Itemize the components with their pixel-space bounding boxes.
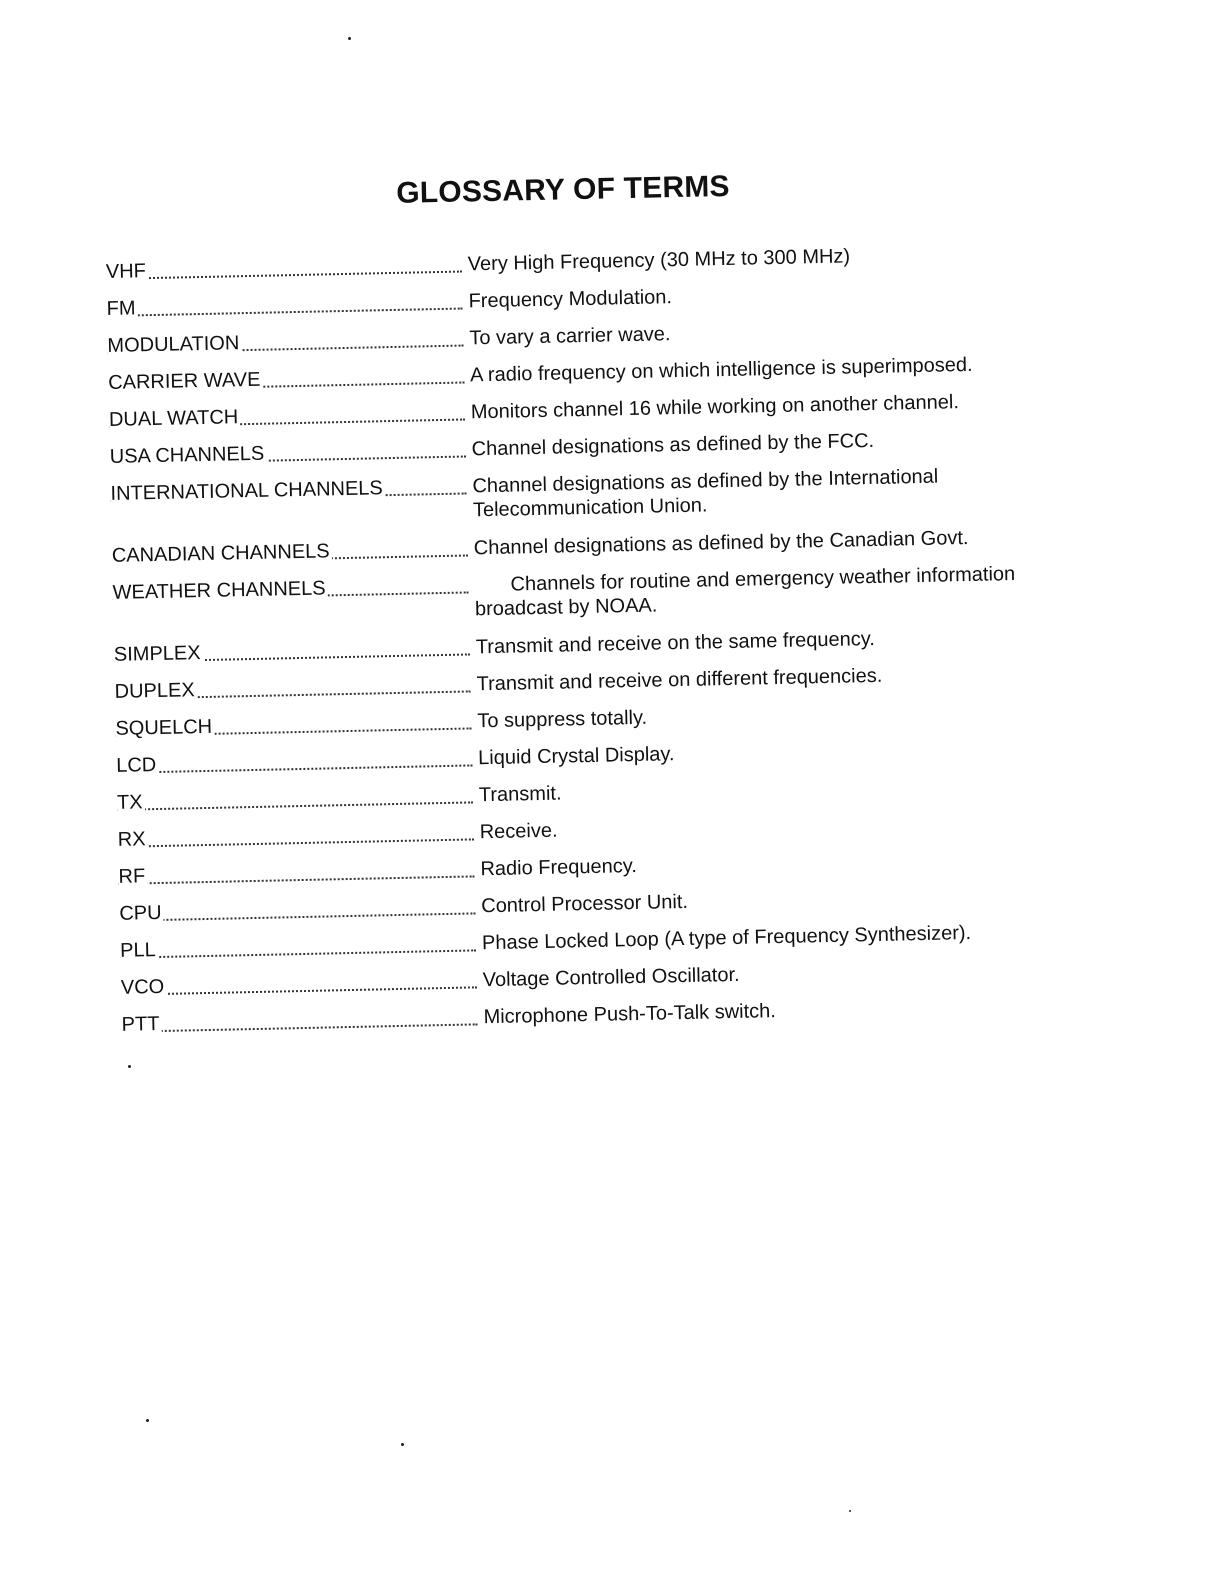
- term-label: CANADIAN CHANNELS: [111, 540, 330, 567]
- page-title: GLOSSARY OF TERMS: [395, 169, 731, 210]
- glossary-definition: Receive.: [479, 819, 558, 844]
- glossary-definition: Channel designations as defined by the International Telecommunication Union.: [472, 465, 939, 522]
- glossary-definition: Transmit.: [478, 782, 562, 807]
- dot-leader: [106, 271, 462, 280]
- dot-leader: [107, 308, 463, 317]
- glossary-definition: Transmit and receive on the same frequency.: [475, 627, 876, 659]
- glossary-definition: Transmit and receive on different frequencies.: [476, 664, 883, 696]
- glossary-definition: To suppress totally.: [477, 706, 648, 733]
- term-label: SQUELCH: [115, 715, 213, 740]
- glossary-list: [106, 241, 1052, 1050]
- term-label: RF: [118, 865, 146, 888]
- term-label: USA CHANNELS: [109, 442, 265, 468]
- dot-leader: [119, 875, 475, 884]
- term-label: WEATHER CHANNELS: [112, 577, 326, 604]
- glossary-definition: Microphone Push-To-Talk switch.: [483, 1000, 777, 1029]
- term-label: VHF: [105, 260, 147, 283]
- dot-leader: [121, 986, 477, 995]
- scan-speck: [401, 1443, 404, 1446]
- glossary-definition: To vary a carrier wave.: [469, 323, 671, 350]
- term-label: MODULATION: [107, 332, 240, 357]
- glossary-definition: Monitors channel 16 while working on another channel.: [470, 391, 960, 424]
- dot-leader: [120, 949, 476, 958]
- glossary-term: [106, 252, 466, 284]
- glossary-definition: Channel designations as defined by the FCC.: [471, 429, 875, 461]
- glossary-definition: A radio frequency on which intelligence is superimposed.: [469, 353, 973, 387]
- dot-leader: [116, 764, 472, 773]
- glossary-definition: Radio Frequency.: [480, 854, 638, 881]
- term-label: CARRIER WAVE: [107, 368, 261, 394]
- term-label: PTT: [121, 1013, 160, 1036]
- scan-speck: [146, 1419, 149, 1422]
- scan-speck: [348, 37, 351, 40]
- glossary-content: [104, 163, 1052, 1050]
- term-label: TX: [116, 791, 143, 814]
- glossary-definition: Phase Locked Loop (A type of Frequency Synthesizer).: [481, 922, 972, 955]
- glossary-definition: Channel designations as defined by the Canadian Govt.: [473, 526, 969, 560]
- term-label: LCD: [116, 754, 157, 777]
- glossary-definition: Channels for routine and emergency weather information broadcast by NOAA.: [474, 563, 1016, 621]
- term-label: SIMPLEX: [113, 642, 201, 666]
- term-label: PLL: [119, 939, 156, 962]
- dot-leader: [122, 1023, 478, 1032]
- glossary-definition: Frequency Modulation.: [468, 286, 673, 313]
- dot-leader: [117, 801, 473, 810]
- term-label: INTERNATIONAL CHANNELS: [110, 477, 383, 505]
- term-label: DUPLEX: [114, 679, 195, 703]
- term-label: RX: [117, 828, 146, 851]
- dot-leader: [119, 912, 475, 921]
- term-label: FM: [106, 297, 136, 320]
- dot-leader: [118, 838, 474, 847]
- term-label: VCO: [120, 975, 165, 999]
- scan-speck: [849, 1510, 851, 1512]
- term-label: CPU: [119, 901, 162, 925]
- scan-speck: [128, 1065, 131, 1068]
- glossary-definition: Control Processor Unit.: [481, 890, 689, 918]
- glossary-definition: Voltage Controlled Oscillator.: [482, 963, 740, 992]
- glossary-definition: Very High Frequency (30 MHz to 300 MHz): [467, 245, 851, 276]
- glossary-definition: Liquid Crystal Display.: [477, 743, 675, 770]
- term-label: DUAL WATCH: [108, 406, 239, 431]
